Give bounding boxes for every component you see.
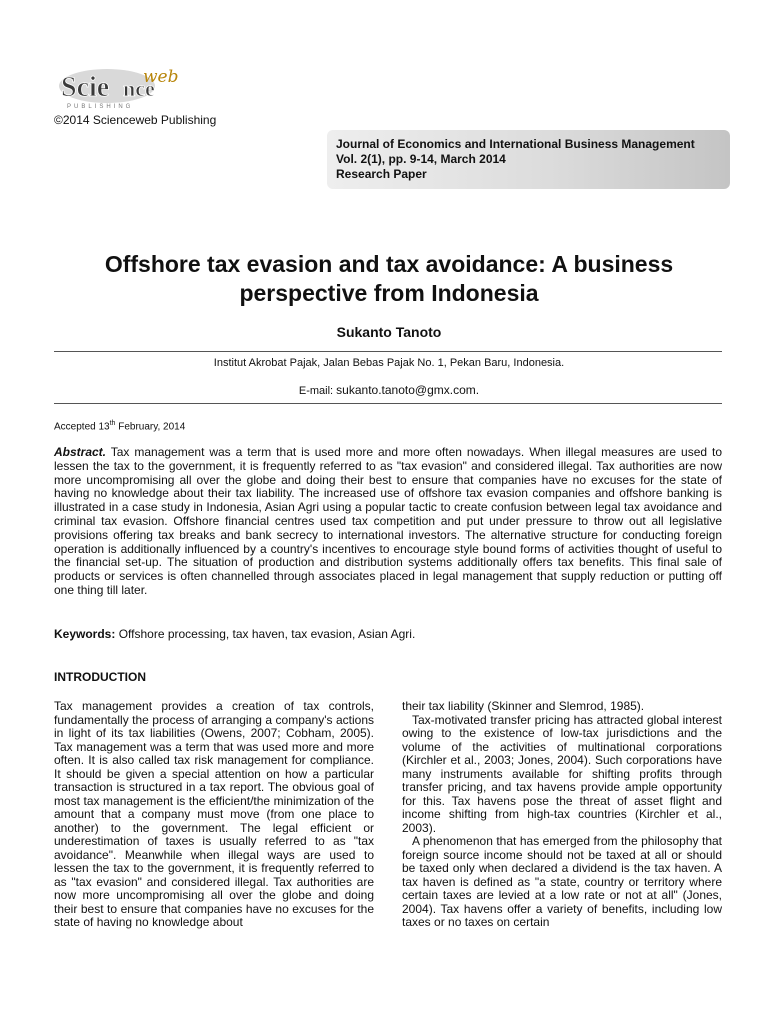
publisher-logo bbox=[57, 66, 192, 114]
accepted-prefix: Accepted 13 bbox=[54, 421, 110, 433]
logo-script: web bbox=[143, 67, 179, 87]
body-column-left bbox=[54, 700, 374, 930]
logo-graphic bbox=[57, 66, 192, 114]
email-label: E-mail: bbox=[298, 385, 337, 397]
paper-title bbox=[40, 250, 738, 308]
journal-name: Journal of Economics and International Business Management bbox=[336, 137, 695, 151]
abstract bbox=[54, 446, 722, 598]
copyright-text: ©2014 Scienceweb Publishing bbox=[54, 113, 217, 127]
paragraph: Tax-motivated transfer pricing has attracted global interest owing to the existence of low-tax jurisdictions and the volume of the activities of multinational corporations (Kirchler et al., 2003; Jones, 2004). Such corporations have many instruments available for shifting profits through transfer pricing, and tax havens provide ample opportunity for this. Tax havens pose the threat of asset flight and income shifting from high-tax countries (Kirchler et al., 2003). bbox=[402, 712, 722, 835]
paper-type: Research Paper bbox=[336, 167, 427, 181]
email-line bbox=[0, 383, 768, 397]
keywords-label: Keywords: bbox=[54, 627, 116, 641]
abstract-label: Abstract. bbox=[54, 445, 107, 459]
keywords-text: Offshore processing, tax haven, tax evasion, Asian Agri. bbox=[115, 627, 416, 641]
divider-bottom bbox=[54, 403, 722, 404]
logo-word-end: nce bbox=[123, 76, 155, 101]
logo-subtitle: PUBLISHING bbox=[67, 104, 134, 110]
paper-title-line-2: perspective from Indonesia bbox=[239, 280, 539, 306]
keywords bbox=[54, 627, 415, 641]
logo-word: Scie bbox=[61, 72, 110, 103]
paragraph: Tax management provides a creation of tax controls, fundamentally the process of arranging a company's actions in light of its tax liabilities (Owens, 2007; Cobham, 2005). Tax management was a term that was used more and more often. It is also called tax risk management for compliance. It should be given a special attention on how a particular transaction is structured in a tax report. The obvious goal of most tax management is the efficient/the minimization of the amount that a company must move (from one place to another) to the government. The legal efficient or underestimation of taxes is usually referred to as "tax avoidance". Meanwhile when illegal ways are used to lessen the tax to the government, it is frequently referred to as "tax evasion" and considered illegal. Tax authorities are now more uncompromising all over the globe and doing their best to ensure that companies have no excuses for the state of having no knowledge about bbox=[54, 699, 374, 929]
introduction-heading: INTRODUCTION bbox=[54, 670, 146, 684]
accepted-date bbox=[54, 420, 185, 432]
paragraph: their tax liability (Skinner and Slemrod, 1985). bbox=[402, 699, 645, 713]
paper-title-line-1: Offshore tax evasion and tax avoidance: A business bbox=[104, 251, 674, 277]
author-name: Sukanto Tanoto bbox=[336, 324, 442, 340]
accepted-sup: th bbox=[109, 420, 116, 427]
affiliation: Institut Akrobat Pajak, Jalan Bebas Pajak No. 1, Pekan Baru, Indonesia. bbox=[213, 357, 565, 369]
email-address: sukanto.tanoto@gmx.com. bbox=[336, 383, 480, 397]
body-column-right bbox=[402, 700, 722, 930]
journal-volume: Vol. 2(1), pp. 9-14, March 2014 bbox=[336, 152, 506, 166]
abstract-text: Tax management was a term that is used more and more often nowadays. When illegal measures are used to lessen the tax to the government, it is frequently referred to as "tax evasion" and considered illegal. Tax authorities are now more uncompromising all over the globe and doing their best to ensure that companies have no excuses for the state of having no knowledge about their tax liability. The increased use of offshore tax evasion companies and offshore banking is illustrated in a case study in Indonesia, Asian Agri using a popular tactic to create confusion between legal tax avoidance and criminal tax evasion. Offshore financial centres used tax competition and put under pressure to throw out all legislative provisions offering tax breaks and bank secrecy to international investors. The alternative structure for conducting foreign operation is additionally influenced by a country's incentives to encourage style bound forms of activities thought of useful to the financial set-up. The situation of production and distribution systems additionally offers tax benefits. This final sale of products or services is often channelled through associates placed in legal management that supply reduction or putting off one thing till later. bbox=[54, 445, 722, 597]
accepted-suffix: February, 2014 bbox=[115, 421, 186, 433]
paragraph: A phenomenon that has emerged from the philosophy that foreign source income should not be taxed at all or should be taxed only when declared a dividend is the tax haven. A tax haven is defined as "a state, country or territory where certain taxes are levied at a low rate or not at all" (Jones, 2004). Tax havens offer a variety of benefits, including low taxes or no taxes on certain bbox=[402, 834, 722, 929]
divider-top bbox=[54, 351, 722, 352]
journal-info-box bbox=[327, 130, 730, 189]
